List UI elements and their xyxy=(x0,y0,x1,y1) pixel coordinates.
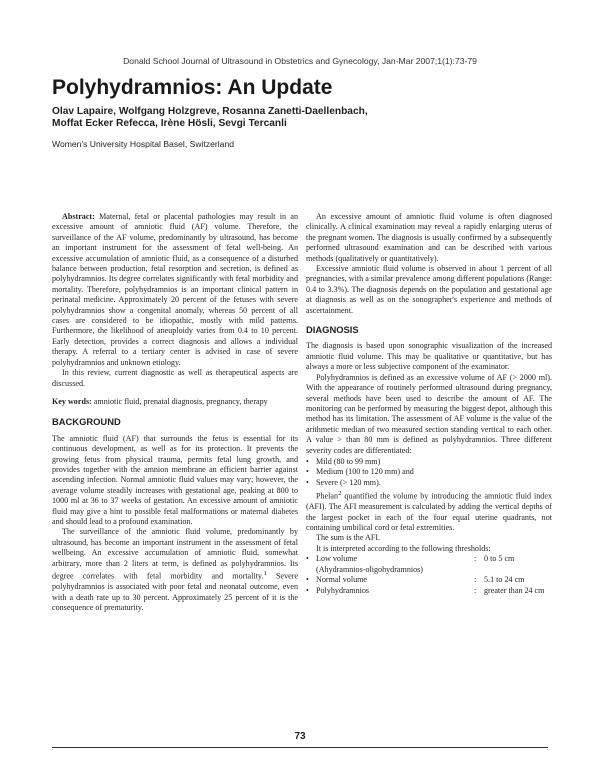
threshold-colon: : xyxy=(474,575,477,585)
intro-paragraph-2: Excessive amniotic fluid volume is observed in about 1 percent of all pregnancies, with a similar prevalence among different populations (Range: 0.4 to 3.3%). The diagnosis depends on the population and gestational age at diagnosis as well as on the sonographer's experience and methods of ascertainment. xyxy=(306,264,552,315)
threshold-colon: : xyxy=(474,554,477,564)
abstract-text: Maternal, fetal or placental pathologies may result in an excessive amount of amniotic fluid (AF) volume. Therefore, the surveillance of the AF volume, predominantly by ultrasound, has become an important instrument for the assessment of fetal well-being. An excessive accumulation of amniotic fluid, as a consequence of a disturbed balance between production, fetal resorption and secretion, is defined as polyhydramnios. Its degree correlates significantly with fetal morbidity and mortality. Therefore, polyhydramnios is an important clinical pattern in perinatal medicine. Approximately 20 percent of the fetuses with severe polyhydramnios show a congenital anomaly, whereas 50 percent of all cases are considered to be idiopathic, mostly with mild patterns. Furthermore, the likelihood of aneuploidy varies from 0.4 to 10 percent. Early detection, provides a correct diagnosis and allows a individual therapy. A referral to a tertiary center is advised in case of severe polyhydramnios and unknown etiology. xyxy=(52,212,299,367)
abstract-paragraph xyxy=(52,212,298,368)
left-column xyxy=(52,212,298,613)
section-heading-diagnosis: DIAGNOSIS xyxy=(306,324,359,336)
page-number: 73 xyxy=(294,731,306,742)
abstract-paragraph-2: In this review, current diagnostic as well as therapeutical aspects are discussed. xyxy=(52,368,298,388)
background-text: Severe polyhydramnios is associated with poor fetal and neonatal outcome, even with a death rate up to 30 percent. Approximately 25 percent of it is the consequence of prematurity. xyxy=(52,571,298,612)
diagnosis-paragraph-3 xyxy=(306,489,552,533)
citation-ref: 2 xyxy=(338,490,342,498)
diagnosis-paragraph-2: Polyhydramnios is defined as an excessive volume of AF (> 2000 ml). With the appearance of routinely performed ultrasound during pregnancy, several methods have been used to describe the amount of AF. The monitoring can be performed by measuring the biggest depot, although this method has its limitation. The assessment of AF volume is the value of the arithmetic median of two measured section standing vertical to each other. A value > than 80 mm is defined as polyhydramnios. Three different severity codes are differentiated: xyxy=(306,372,552,455)
journal-citation: Donald School Journal of Ultrasound in Obstetrics and Gynecology, Jan-Mar 2007;1(1):73-79 xyxy=(123,56,477,66)
threshold-spacer xyxy=(474,565,484,575)
list-item: • Mild (80 to 99 mm) xyxy=(306,457,552,467)
threshold-label: • Polyhydramnios xyxy=(306,586,474,596)
section-heading-background: BACKGROUND xyxy=(52,416,121,428)
list-item: • Medium (100 to 120 mm) and xyxy=(306,467,552,477)
threshold-value: 5.1 to 24 cm xyxy=(484,575,525,585)
authors xyxy=(52,106,368,130)
intro-paragraph-1: An excessive amount of amniotic fluid volume is often diagnosed clinically. A clinical examination may reveal a rapidly enlarging uterus of the pregnant women. The diagnosis is usually confirmed by a subsequently performed ultrasound examination and can be described with various methods (qualitatively or quantitatively). xyxy=(306,212,552,263)
citation-ref: 1 xyxy=(263,570,267,577)
diagnosis-text: quantified the volume by introducing the amniotic fluid index (AFI). The AFI measurement is calculated by adding the vertical depths of the largest pocket in each of the four equal uterine quadrants, not containing umbilical cord or fetal extremities. xyxy=(306,491,552,533)
severity-list xyxy=(306,457,552,488)
diagnosis-paragraph-1: The diagnosis is based upon sonographic visualization of the increased amniotic fluid volume. This may be qualitative or quantitative, but has always a more or less subjective component of the examinator. xyxy=(306,341,552,372)
threshold-colon: : xyxy=(474,585,477,595)
footer-rule xyxy=(52,747,548,748)
article-title: Polyhydramnios: An Update xyxy=(52,76,333,99)
abstract-label: Abstract: xyxy=(62,212,95,221)
threshold-value: 0 to 5 cm xyxy=(484,554,515,564)
threshold-value: greater than 24 cm xyxy=(484,585,545,595)
keywords-text: amniotic fluid, prenatal diagnosis, pregnancy, therapy xyxy=(93,396,268,406)
keywords-label: Key words: xyxy=(52,396,92,406)
list-item: • Severe (> 120 mm). xyxy=(306,478,552,488)
threshold-table xyxy=(306,554,552,596)
authors-line: Olav Lapaire, Wolfgang Holzgreve, Rosanna Zanetti-Daellenbach, xyxy=(52,106,368,117)
affiliation: Women's University Hospital Basel, Switzerland xyxy=(52,139,235,149)
authors-line: Moffat Ecker Refecca, Irène Hösli, Sevgi Tercanli xyxy=(52,118,287,129)
diagnosis-text: Phelan xyxy=(316,491,339,501)
keywords xyxy=(52,397,298,407)
background-paragraph-2 xyxy=(52,527,298,613)
threshold-label-continued: (Ahydramnios-oligohydramnios) xyxy=(316,564,424,574)
right-column xyxy=(306,212,552,596)
threshold-label: • Low volume xyxy=(306,554,474,564)
diagnosis-paragraph-5: It is interpreted according to the following thresholds: xyxy=(316,543,491,553)
diagnosis-paragraph-4: The sum is the AFI. xyxy=(316,533,381,543)
threshold-label: • Normal volume xyxy=(306,575,474,585)
threshold-spacer xyxy=(484,565,552,575)
background-paragraph-1: The amniotic fluid (AF) that surrounds the fetus is essential for its continuous development, as well as for its protection. It prevents the growing fetus from physical trauma, permits fetal lung growth, and provides together with the amnion membrane an efficient barrier against ascending infection. Normal amniotic fluid values may vary; however, the average volume steadily increases with gestational age, peaking at 800 to 1000 ml at 36 to 37 weeks of gestation. An excessive amount of amniotic fluid may give a hint to possible fetal malformations or maternal diabetes and should lead to a profound examination. xyxy=(52,433,298,526)
background-text: The surveillance of the amniotic fluid volume, predominantly by ultrasound, has become an important instrument in the assessment of fetal wellbeing. An excessive accumulation of amniotic fluid, somewhat arbitrary, more than 2 liters at term, is defined as polyhydramnios. Its degree correlates with fetal morbidity and mortality. xyxy=(52,527,298,581)
